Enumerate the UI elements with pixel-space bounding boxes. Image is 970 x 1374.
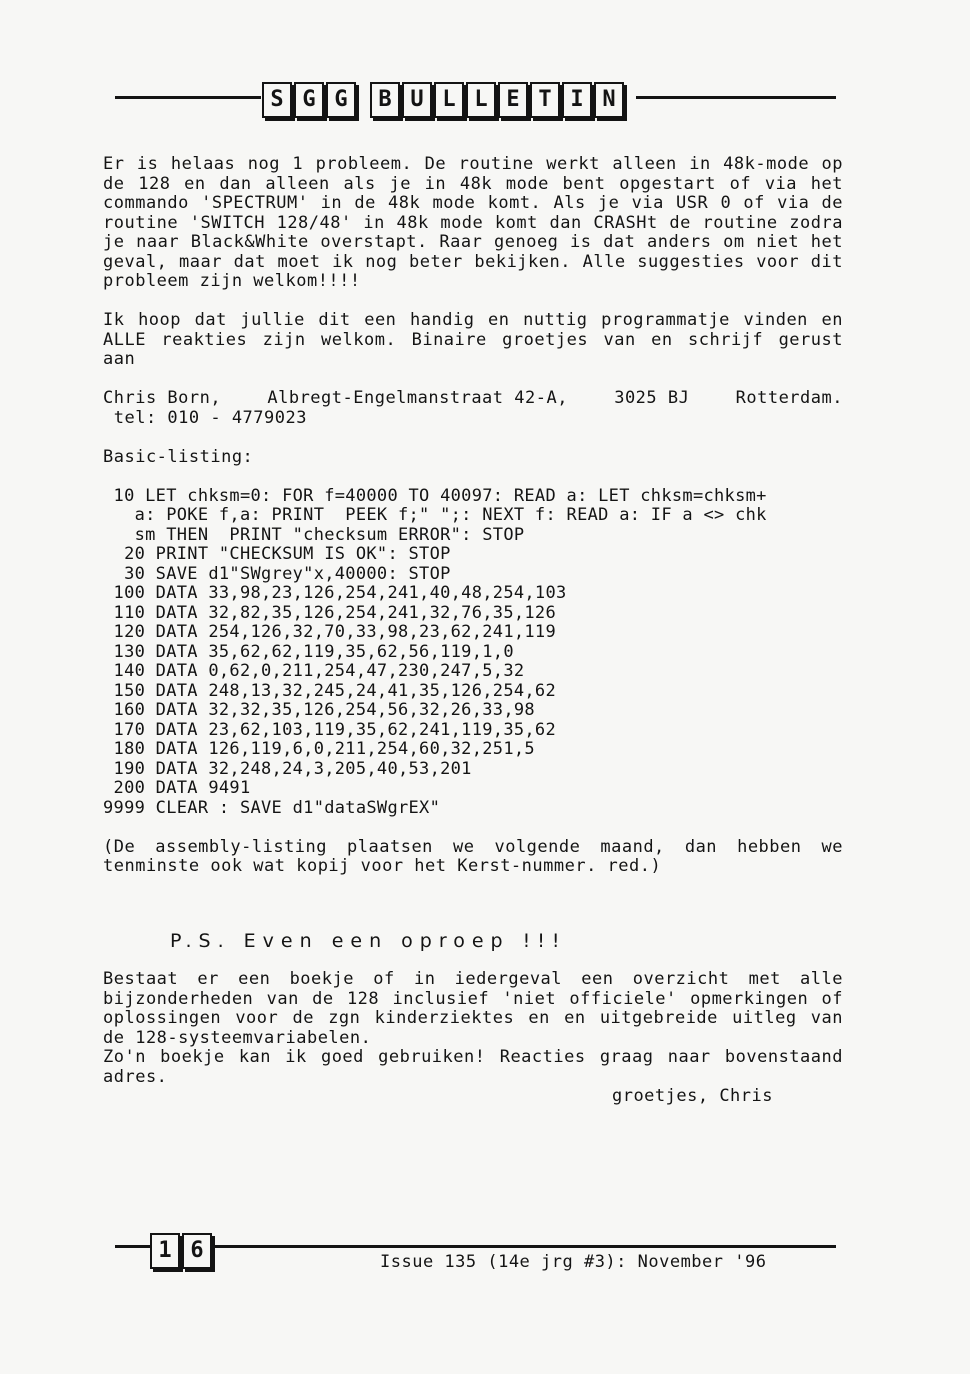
listing-line: 160 DATA 32,32,35,126,254,56,32,26,33,98 (103, 700, 535, 720)
article-body (103, 155, 843, 877)
masthead-letter: T (530, 82, 560, 118)
page-number-digit: 1 (150, 1233, 180, 1269)
masthead-letter: U (402, 82, 432, 118)
paragraph-closing: Ik hoop dat jullie dit een handig en nuttig programmatje vinden en ALLE reakties zijn welkom. Binaire groetjes van en schrijf gerust aan (103, 310, 843, 369)
listing-line: 20 PRINT "CHECKSUM IS OK": STOP (103, 544, 451, 564)
listing-line: sm THEN PRINT "checksum ERROR": STOP (103, 524, 525, 545)
listing-line: 10 LET chksm=0: FOR f=40000 TO 40097: READ a: LET chksm=chksm+ (103, 485, 767, 506)
footer-rule-left (115, 1245, 151, 1248)
page-number-digit: 6 (182, 1233, 212, 1269)
ps-paragraph-request: Zo'n boekje kan ik goed gebruiken! Reacties graag naar bovenstaand adres. (103, 1047, 843, 1087)
masthead-letter: E (498, 82, 528, 118)
listing-label: Basic-listing: (103, 446, 254, 467)
listing-line: 110 DATA 32,82,35,126,254,241,32,76,35,126 (103, 602, 556, 623)
editor-note: (De assembly-listing plaatsen we volgende maand, dan hebben we tenminste ook wat kopij voor het Kerst-nummer. red.) (103, 836, 843, 876)
contact-street: Albregt-Engelmanstraat 42-A, (267, 388, 568, 408)
listing-line: 170 DATA 23,62,103,119,35,62,241,119,35,62 (103, 719, 556, 740)
masthead-letter: S (262, 82, 292, 118)
listing-line: 30 SAVE d1"SWgrey"x,40000: STOP (103, 563, 451, 584)
basic-listing (103, 487, 843, 819)
masthead-letter: L (466, 82, 496, 118)
listing-line: 9999 CLEAR : SAVE d1"dataSWgrEX" (103, 797, 441, 818)
listing-line: 200 DATA 9491 (103, 778, 251, 798)
masthead-letter: I (562, 82, 592, 118)
listing-line: 150 DATA 248,13,32,245,24,41,35,126,254,62 (103, 680, 556, 701)
header-rule-left (115, 96, 261, 99)
listing-line: 180 DATA 126,119,6,0,211,254,60,32,251,5 (103, 739, 535, 759)
ps-body (103, 970, 843, 1107)
masthead-letter: L (434, 82, 464, 118)
contact-city: Rotterdam. (735, 388, 843, 408)
header-rule-right (636, 96, 836, 99)
signature: groetjes, Chris (611, 1086, 773, 1106)
contact-postcode: 3025 BJ (614, 388, 690, 408)
contact-name: Chris Born, (103, 388, 222, 408)
ps-paragraph: Bestaat er een boekje of in iedergeval een overzicht met alle bijzonderheden van de 128 inclusief 'niet officiele' opmerkingen of oplossingen voor de zgn kinderziektes en en uitgebreide uitleg van de 128-systeemvariabelen. (103, 969, 843, 1048)
listing-line: 140 DATA 0,62,0,211,254,47,230,247,5,32 (103, 661, 525, 681)
issue-info: Issue 135 (14e jrg #3): November '96 (380, 1252, 767, 1272)
footer-rule-right (214, 1245, 836, 1248)
masthead-letter: G (326, 82, 356, 118)
contact-address (103, 389, 843, 409)
page-number (150, 1233, 214, 1269)
ps-heading: P.S. Even een oproep !!! (170, 930, 567, 952)
masthead-letter: N (594, 82, 624, 118)
listing-line: 190 DATA 32,248,24,3,205,40,53,201 (103, 758, 472, 779)
listing-line: 120 DATA 254,126,32,70,33,98,23,62,241,119 (103, 622, 556, 642)
listing-line: 100 DATA 33,98,23,126,254,241,40,48,254,103 (103, 583, 567, 603)
contact-phone: tel: 010 - 4779023 (103, 407, 307, 428)
listing-line: 130 DATA 35,62,62,119,35,62,56,119,1,0 (103, 641, 514, 662)
masthead (262, 82, 626, 118)
paragraph-problem: Er is helaas nog 1 probleem. De routine werkt alleen in 48k-mode op de 128 en dan alleen als je in 48k mode bent opgestart of via het commando 'SPECTRUM' in de 48k mode komt. Als je via USR 0 of via de routine 'SWITCH 128/48' in 48k mode komt dan CRASHt de routine zodra je naar Black&White overstapt. Raar genoeg is dat anders om niet het geval, maar dat moet ik nog beter bekijken. Alle suggesties voor dit probleem zijn welkom!!!! (103, 154, 843, 291)
listing-line: a: POKE f,a: PRINT PEEK f;" ";: NEXT f: READ a: IF a <> chk (103, 505, 767, 525)
masthead-letter: B (370, 82, 400, 118)
masthead-letter: G (294, 82, 324, 118)
